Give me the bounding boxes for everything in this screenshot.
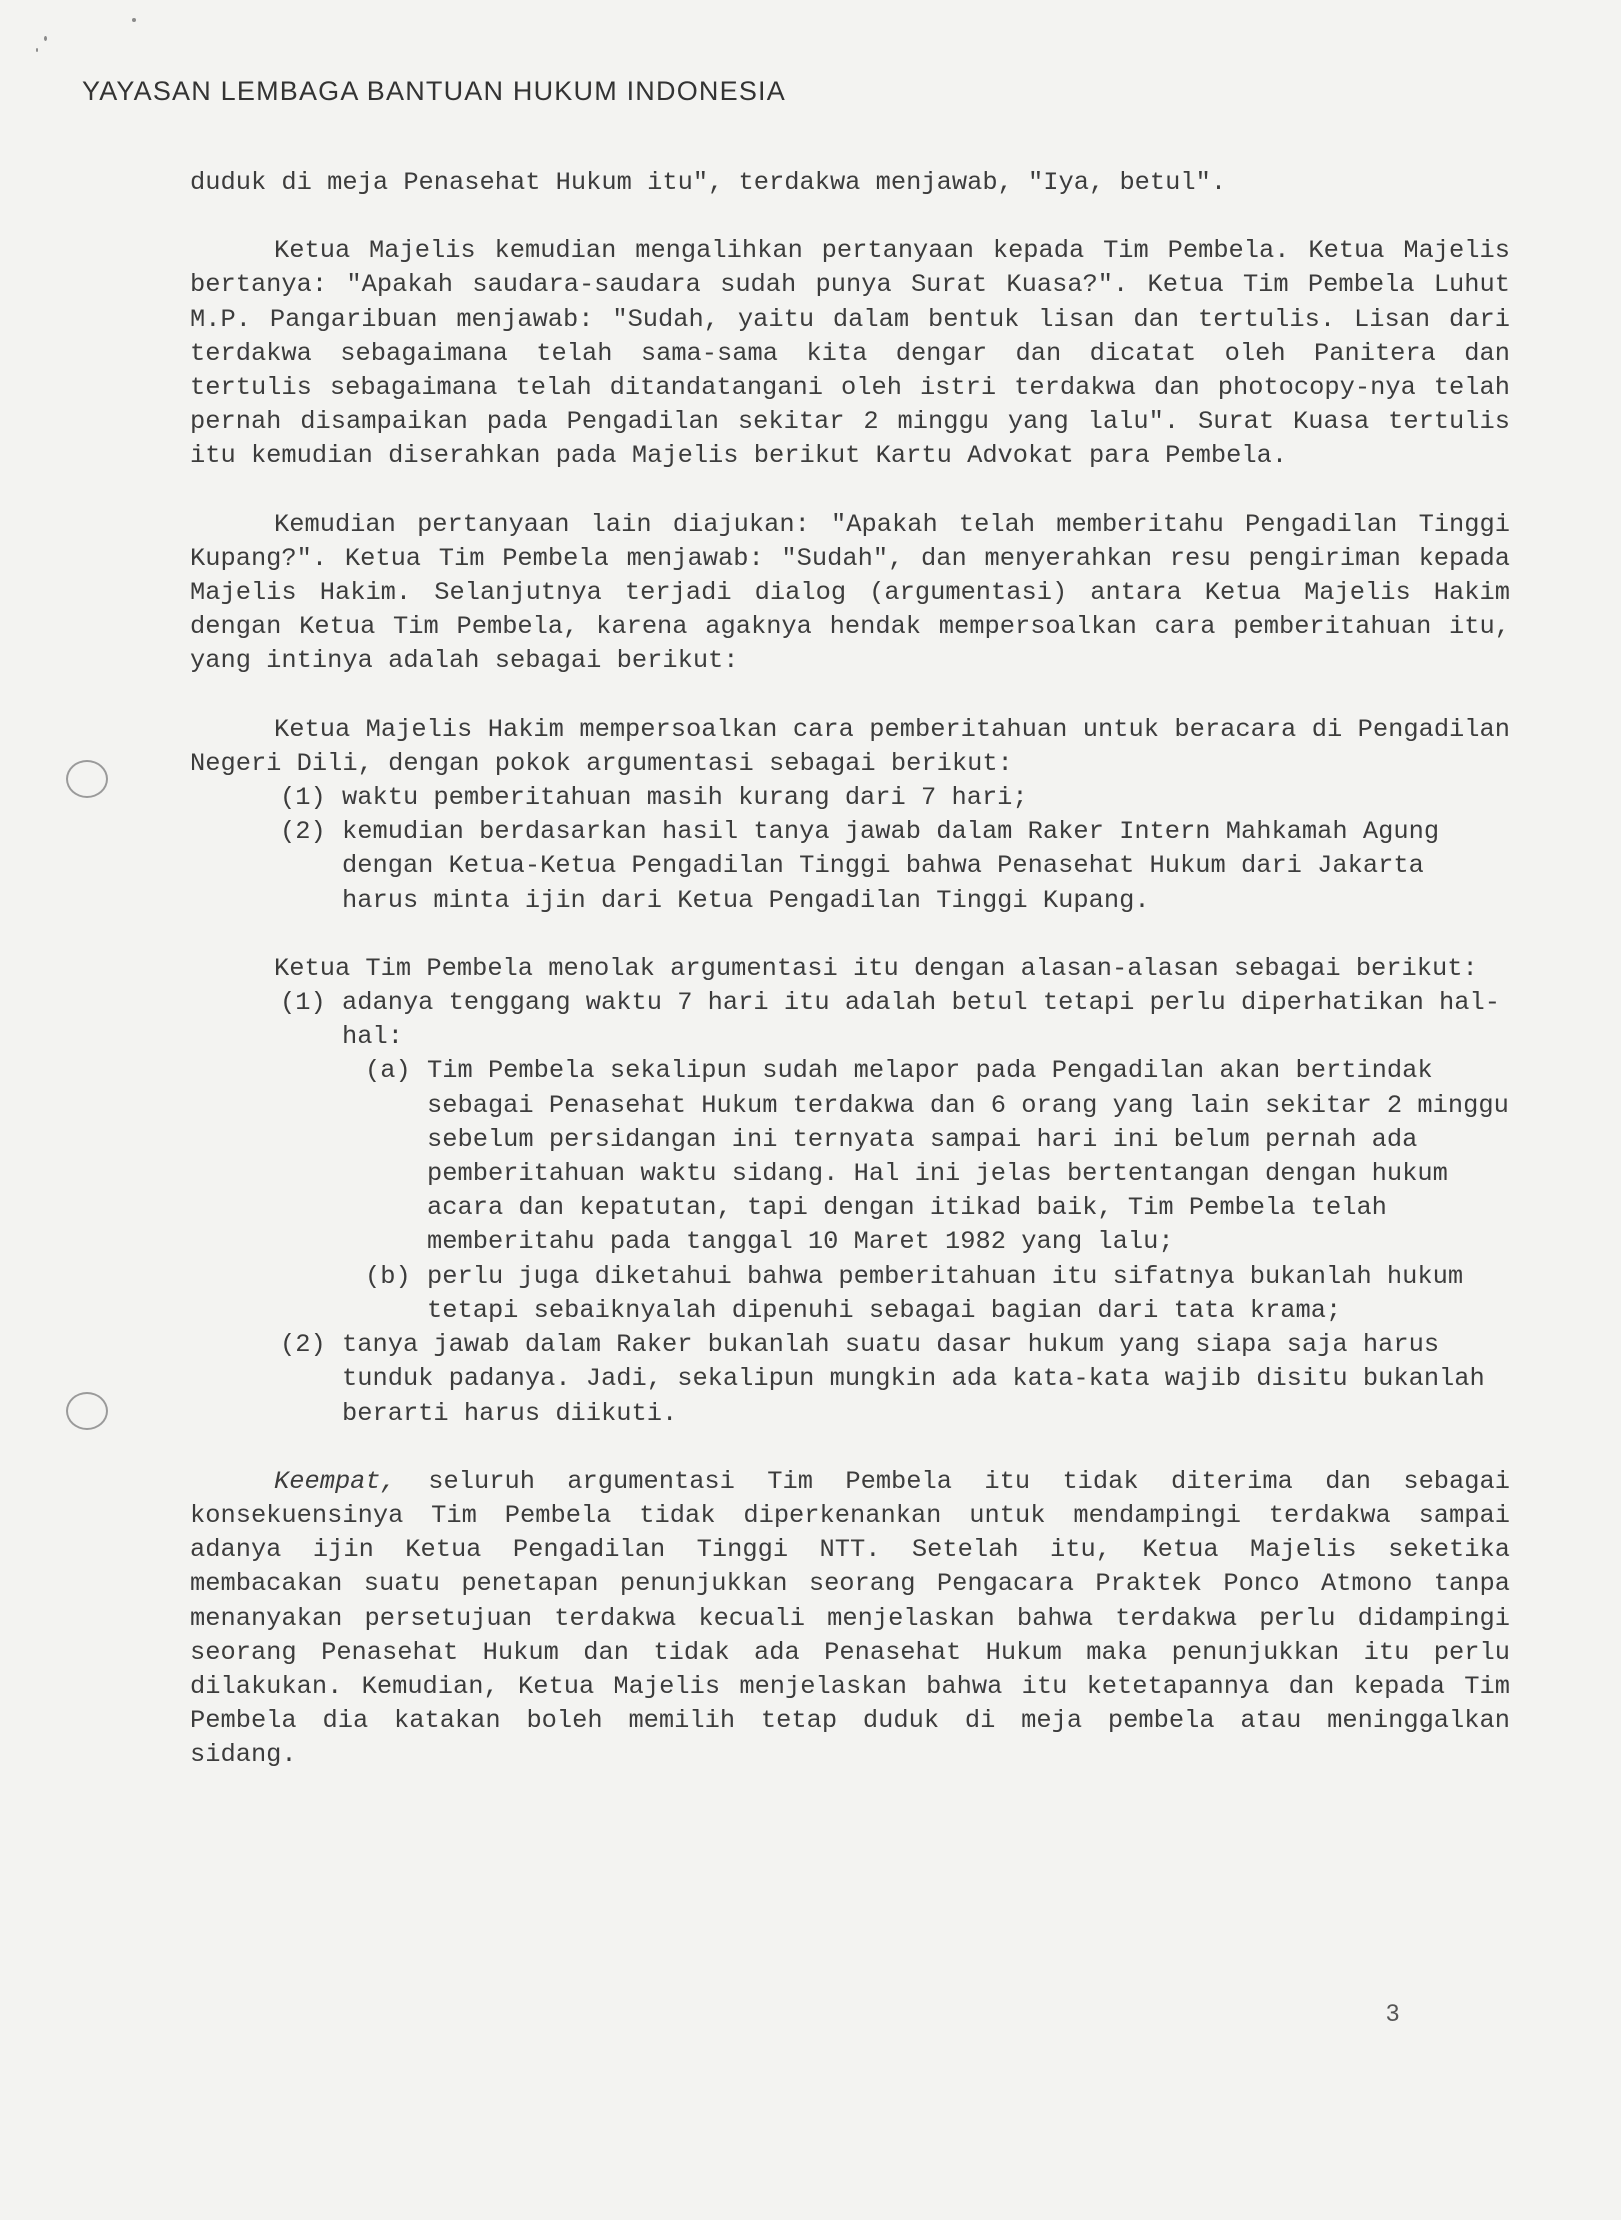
list-subitem-letter: (b) bbox=[365, 1261, 411, 1291]
list-item-number: (1) bbox=[280, 783, 326, 813]
list-item bbox=[190, 815, 1510, 918]
list-item-number: (2) bbox=[280, 817, 326, 847]
list-item-text: waktu pemberitahuan masih kurang dari 7 hari; bbox=[342, 783, 1028, 813]
list-item-text: tanya jawab dalam Raker bukanlah suatu dasar hukum yang siapa saja harus tunduk padanya. Jadi, sekalipun mungkin ada kata-kata wajib disitu bukanlah berarti harus diikuti. bbox=[342, 1330, 1485, 1428]
paragraph-lead-word: Keempat, bbox=[274, 1466, 396, 1496]
punch-hole bbox=[66, 760, 108, 798]
paragraph-keempat-text: seluruh argumentasi Tim Pembela itu tidak diterima dan sebagai konsekuensinya Tim Pembela tidak diperkenankan untuk mendampingi terdakwa sampai adanya ijin Ketua Pengadilan Tinggi NTT. Setelah itu, Ketua Majelis seketika membacakan suatu penetapan penunjukkan seorang Pengacara Praktek Ponco Atmono tanpa menanyakan persetujuan terdakwa kecuali menjelaskan bahwa terdakwa perlu didampingi seorang Penasehat Hukum dan tidak ada Penasehat Hukum maka penunjukkan itu perlu dilakukan. Kemudian, Ketua Majelis menjelaskan bahwa itu ketetapannya dan kepada Tim Pembela dia katakan boleh memilih tetap duduk di meja pembela atau meninggalkan sidang. bbox=[190, 1466, 1510, 1770]
paragraph-penolakan-pembela: Ketua Tim Pembela menolak argumentasi itu dengan alasan-alasan sebagai berikut: bbox=[274, 953, 1478, 983]
list-subitem bbox=[190, 1260, 1510, 1328]
list-subitem-text: perlu juga diketahui bahwa pemberitahuan itu sifatnya bukanlah hukum tetapi sebaiknyalah dipenuhi sebagai bagian dari tata krama; bbox=[427, 1261, 1464, 1325]
list-item bbox=[190, 986, 1510, 1054]
list-item-text: kemudian berdasarkan hasil tanya jawab dalam Raker Intern Mahkamah Agung dengan Ketua-Ketua Pengadilan Tinggi bahwa Penasehat Hukum dari Jakarta harus minta ijin dari Ketua Pengadilan Tinggi Kupang. bbox=[342, 817, 1440, 915]
paragraph-pemberitahuan: Kemudian pertanyaan lain diajukan: "Apakah telah memberitahu Pengadilan Tinggi Kupang?". Ketua Tim Pembela menjawab: "Sudah", dan menyerahkan resu pengiriman kepada Majelis Hakim. Selanjutnya terjadi dialog (argumentasi) antara Ketua Majelis Hakim dengan Ketua Tim Pembela, karena agaknya hendak mempersoalkan cara pemberitahuan itu, yang intinya adalah sebagai berikut: bbox=[190, 509, 1510, 676]
list-subitem-text: Tim Pembela sekalipun sudah melapor pada Pengadilan akan bertindak sebagai Penasehat Hukum terdakwa dan 6 orang yang lain sekitar 2 minggu sebelum persidangan ini ternyata sampai hari ini belum pernah ada pemberitahuan waktu sidang. Hal ini jelas bertentangan dengan hukum acara dan kepatutan, tapi dengan itikad baik, Tim Pembela telah memberitahu pada tanggal 10 Maret 1982 yang lalu; bbox=[427, 1056, 1509, 1257]
list-subitem-letter: (a) bbox=[365, 1056, 411, 1086]
list-item-number: (2) bbox=[280, 1330, 326, 1360]
argumentasi-hakim-list bbox=[190, 781, 1510, 918]
list-subitem bbox=[190, 1054, 1510, 1259]
page-number: 3 bbox=[1386, 2000, 1400, 2027]
paragraph-argumentasi-hakim: Ketua Majelis Hakim mempersoalkan cara pemberitahuan untuk beracara di Pengadilan Negeri Dili, dengan pokok argumentasi sebagai berikut: bbox=[190, 714, 1510, 778]
list-item-number: (1) bbox=[280, 988, 326, 1018]
scan-speck bbox=[44, 36, 47, 41]
body-text bbox=[190, 166, 1510, 1807]
punch-hole bbox=[66, 1392, 108, 1430]
penolakan-pembela-list bbox=[190, 986, 1510, 1431]
paragraph-continuation: duduk di meja Penasehat Hukum itu", terdakwa menjawab, "Iya, betul". bbox=[190, 168, 1227, 197]
letterhead: YAYASAN LEMBAGA BANTUAN HUKUM INDONESIA bbox=[82, 76, 786, 106]
list-item-text: adanya tenggang waktu 7 hari itu adalah betul tetapi perlu diperhatikan hal-hal: bbox=[342, 988, 1501, 1052]
paragraph-keempat bbox=[190, 1465, 1510, 1773]
list-item bbox=[190, 1328, 1510, 1431]
list-item bbox=[190, 781, 1510, 815]
scan-speck bbox=[36, 48, 38, 52]
scan-speck bbox=[132, 18, 136, 22]
paragraph-surat-kuasa: Ketua Majelis kemudian mengalihkan pertanyaan kepada Tim Pembela. Ketua Majelis bertanya: "Apakah saudara-saudara sudah punya Surat Kuasa?". Ketua Tim Pembela Luhut M.P. Pangaribuan menjawab: "Sudah, yaitu dalam bentuk lisan dan tertulis. Lisan dari terdakwa sebagaimana telah sama-sama kita dengar dan dicatat oleh Panitera dan tertulis sebagaimana telah ditandatangani oleh istri terdakwa dan photocopy-nya telah pernah disampaikan pada Pengadilan sekitar 2 minggu yang lalu". Surat Kuasa tertulis itu kemudian diserahkan pada Majelis berikut Kartu Advokat para Pembela. bbox=[190, 236, 1510, 471]
